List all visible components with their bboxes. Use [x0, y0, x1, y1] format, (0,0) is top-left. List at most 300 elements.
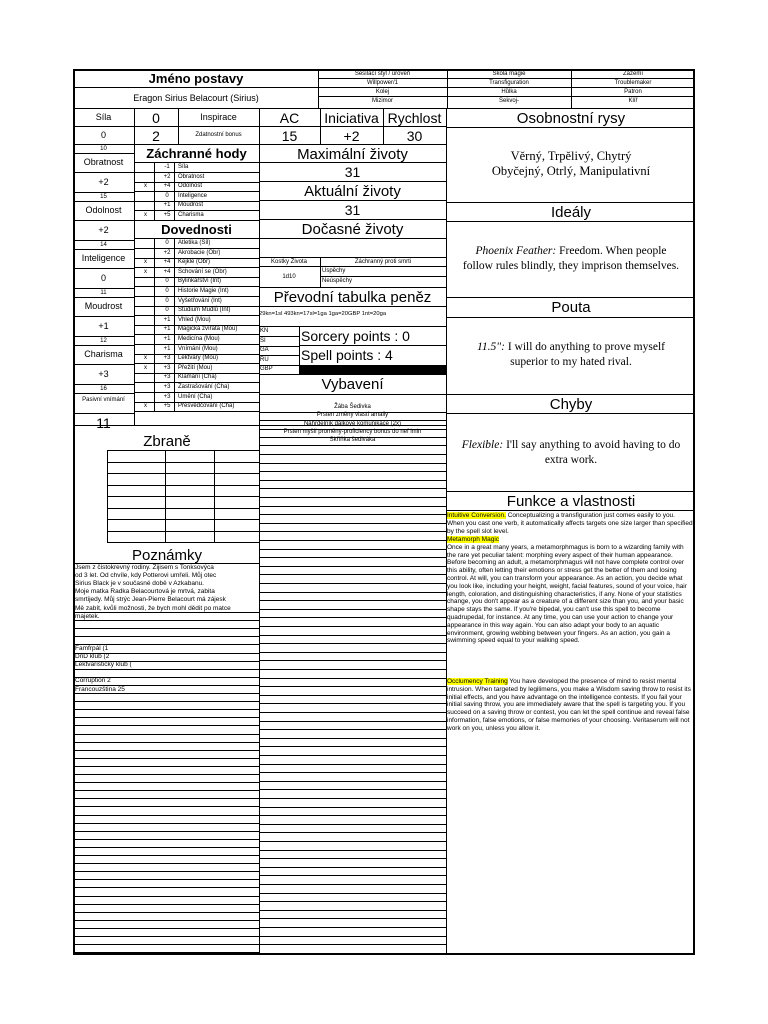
equipment-line [259, 514, 446, 515]
equipment-line [259, 798, 446, 799]
row-name: Klamání (Cha) [178, 374, 217, 381]
row-divider [446, 297, 695, 298]
skill-row[interactable] [134, 364, 258, 372]
skill-row[interactable] [134, 277, 258, 285]
row-divider [73, 172, 134, 173]
row-value: 0 [165, 307, 169, 314]
ability-score[interactable]: 14 [100, 242, 107, 248]
row-name: Schování se (Obr) [178, 268, 227, 275]
notes-rule [73, 782, 259, 783]
row-divider [73, 249, 134, 250]
bonds-line-1[interactable] [447, 342, 695, 354]
equipment-line [259, 901, 446, 902]
notes-rule [73, 677, 259, 678]
equipment-line [259, 600, 446, 601]
ability-score[interactable]: 16 [100, 386, 107, 392]
personality-line-2[interactable]: Obyčejný, Otrlý, Manipulativní [491, 164, 651, 178]
equipment-title: Vybavení [321, 376, 384, 393]
row-name: Přežití (Mou) [178, 364, 213, 371]
info-cell[interactable]: Transfiguration [489, 80, 529, 86]
notes-rule [73, 734, 259, 735]
notes-rule [73, 628, 259, 629]
row-value: +3 [163, 374, 171, 381]
current-hp-value[interactable]: 31 [344, 202, 361, 218]
row-divider [73, 393, 134, 394]
row-value: +4 [163, 268, 171, 275]
proficiency-mark: x [144, 212, 147, 218]
row-name: Studium Mudlů (Int) [178, 307, 231, 314]
inspiration-label: Inspirace [200, 112, 237, 122]
ability-score[interactable]: 10 [100, 146, 107, 152]
save-row[interactable] [134, 182, 258, 190]
feature-occlumency[interactable] [447, 678, 693, 733]
weapons-title: Zbraně [143, 433, 191, 450]
bonds-line-2[interactable]: superior to my hated rival. [510, 356, 632, 368]
row-name: Umění (Cha) [178, 393, 213, 400]
equipment-line [259, 927, 446, 928]
row-value: +4 [163, 183, 171, 190]
row-name: Inteligence [178, 192, 208, 199]
ability-mod[interactable]: +3 [98, 369, 109, 379]
proficiency-mark: x [144, 355, 147, 362]
info-row-divider [318, 78, 695, 79]
row-divider [73, 144, 446, 145]
currency-label: GBP [260, 366, 273, 372]
equipment-item[interactable]: Prsten myšlí proměny-proficiency bonus do nef lmin [283, 428, 422, 435]
equipment-line [259, 678, 446, 679]
info-cell[interactable]: Willpower/1 [366, 80, 398, 86]
row-divider [446, 221, 695, 222]
personality-title: Osobnostní rysy [516, 110, 626, 127]
row-value: 0 [165, 192, 169, 199]
notes-rule [73, 685, 259, 686]
equipment-line [259, 669, 446, 670]
feature-text: You have developed the presence of mind to resist mental intrusion. When targeted by legilimens, you make a Wisdom saving throw to resist its initial effects, and you have advantage on the intelligence contests. If you fail your initial saving throw, you are immediately aware that the spell is targeting you. If you succeed on a saving throw or contest, you can let the spell continue and reveal false information, false emotions, or false memories of your choosing. Veritaserum will not work on you, unless you allow it. [447, 678, 691, 732]
skill-row[interactable] [134, 268, 258, 276]
equipment-line [259, 592, 446, 593]
notes-rule [73, 863, 259, 864]
weapon-row-line [107, 450, 259, 451]
row-divider [73, 288, 134, 289]
equipment-item[interactable]: Žába Šedivka [334, 404, 371, 410]
info-cell: Zázemí [622, 71, 643, 77]
skill-row[interactable] [134, 258, 258, 266]
death-saves-label: Záchranný proti smrti [354, 259, 412, 265]
ideals-title: Ideály [550, 204, 592, 221]
ability-score[interactable]: 12 [100, 338, 107, 344]
row-value: +3 [163, 355, 171, 362]
notes-rule [73, 928, 259, 929]
notes-rule [73, 831, 259, 832]
info-row-divider [318, 96, 695, 97]
row-name: Síla [178, 164, 189, 170]
equipment-line [259, 910, 446, 911]
row-name: Zastrašování (Cha) [178, 384, 230, 390]
row-value: +1 [163, 202, 171, 209]
note-line[interactable]: Jsem z čistokrevný rodiny. Zijisem s Tonksovýca [75, 564, 214, 571]
row-name: Bylinkářství (Int) [178, 278, 222, 285]
death-success-label: Úspěchy [322, 268, 346, 274]
skill-row[interactable] [134, 316, 258, 324]
bonds-title: Pouta [551, 299, 591, 316]
weapon-row-line [107, 496, 259, 497]
header-divider [73, 108, 695, 109]
row-divider [73, 126, 446, 127]
row-name: Atletika (Síl) [178, 240, 211, 246]
note-line[interactable]: Lektvaristický klub ( [75, 661, 132, 669]
equipment-item[interactable]: Prsten změny vlastí amaliy [316, 412, 389, 419]
equipment-line [259, 936, 446, 937]
character-name[interactable]: Eragon Sirius Belacourt (Sirius) [133, 93, 259, 103]
currency-label: RU [260, 356, 269, 363]
notes-title: Poznámky [131, 547, 203, 564]
note-line[interactable]: Sirius Black je v současné době v Azkabanu. [75, 580, 204, 588]
row-divider [73, 153, 134, 154]
notes-rule [73, 766, 259, 767]
feature-intuitive-conversion[interactable] [447, 512, 693, 535]
notes-rule [73, 717, 259, 718]
info-row-divider [318, 87, 695, 88]
row-divider [259, 266, 446, 267]
weapon-col-line [165, 450, 166, 542]
skill-row[interactable] [134, 393, 258, 401]
ability-name: Odolnost [85, 205, 122, 215]
equipment-line [259, 832, 446, 833]
notes-rule [73, 750, 259, 751]
note-line[interactable]: Mě zabít, kvůli možnosti, že bych mohl dědit po matce [75, 604, 231, 612]
row-value: +1 [163, 326, 171, 333]
currency-label: KN [260, 328, 269, 334]
equipment-line [259, 875, 446, 876]
flaws-title: Chyby [549, 396, 593, 413]
row-name: Kejkle (Obr) [178, 259, 211, 266]
ability-name: Inteligence [81, 253, 126, 263]
weapon-row-line [107, 485, 259, 486]
info-cell[interactable]: Troublemaker [614, 80, 652, 86]
row-value: +1 [163, 316, 171, 323]
equipment-line [259, 583, 446, 584]
notes-rule [73, 904, 259, 905]
equipment-line [259, 712, 446, 713]
equipment-line [259, 944, 446, 945]
name-divider [75, 87, 318, 88]
hit-dice-value[interactable]: 1d10 [282, 274, 296, 280]
currency-label: SI [260, 337, 266, 344]
equipment-line [259, 807, 446, 808]
skill-row[interactable] [134, 373, 258, 381]
row-divider [259, 326, 446, 327]
info-cell[interactable]: Mizimor [372, 98, 393, 104]
notes-rule [73, 879, 259, 880]
ac-value[interactable]: 15 [281, 128, 298, 144]
row-divider [446, 317, 695, 318]
row-divider [259, 374, 446, 375]
info-cell: Kolej [375, 89, 390, 95]
equipment-line [259, 755, 446, 756]
row-value: 0 [165, 278, 169, 285]
notes-rule [73, 871, 259, 872]
skills-title: Dovednosti [161, 222, 232, 237]
proficiency-mark: x [144, 364, 147, 371]
proficiency-mark: x [144, 403, 147, 410]
notes-rule [73, 693, 259, 694]
ability-mod[interactable]: 11 [96, 415, 111, 431]
equipment-line [259, 660, 446, 661]
equipment-line [259, 789, 446, 790]
inspiration-value[interactable]: 0 [152, 110, 160, 126]
notes-rule [73, 847, 259, 848]
weapon-col-line [107, 450, 108, 542]
row-divider [446, 202, 695, 203]
currency-label: GA [260, 347, 269, 353]
money-rate: 29kn=1sl 493kn=17sl=1ga 1ga=20GBP 1nt=20ga [259, 311, 387, 317]
ability-name: Pasivní vnímání [82, 397, 125, 403]
equipment-line [259, 540, 446, 541]
equipment-line [259, 746, 446, 747]
skill-row[interactable] [134, 325, 258, 333]
temp-hp-label: Dočasné životy [301, 221, 404, 238]
feature-text: Conceptualizing a transfiguration just comes easily to you. When you cast one verb, it automatically affects targets one size larger than specified by the spell slot level. [447, 512, 693, 535]
skill-row[interactable] [134, 345, 258, 353]
note-line[interactable]: Moje matka Radka Belacourtová je mrtvá, zabita [75, 588, 215, 596]
row-divider [446, 510, 695, 511]
weapon-row-line [107, 462, 259, 463]
save-row[interactable] [134, 201, 258, 209]
weapon-row-line [107, 542, 259, 543]
cell-divider [174, 163, 175, 221]
row-divider [259, 181, 446, 182]
death-fail-label: Neúspěchy [322, 278, 353, 284]
equipment-line [259, 609, 446, 610]
row-divider [446, 127, 695, 128]
save-row[interactable] [134, 173, 258, 181]
row-divider [259, 219, 446, 220]
notes-rule [73, 612, 259, 613]
save-row[interactable] [134, 192, 258, 200]
row-value: +4 [163, 259, 171, 266]
equipment-line [259, 617, 446, 618]
row-divider [73, 297, 134, 298]
equipment-line [259, 824, 446, 825]
row-name: Obratnost [178, 173, 205, 180]
row-divider [446, 413, 695, 414]
row-divider [73, 201, 134, 202]
equipment-line [259, 729, 446, 730]
row-value: -1 [164, 164, 170, 170]
strength-label: Síla [95, 112, 112, 122]
equipment-line [259, 703, 446, 704]
skill-row[interactable] [134, 335, 258, 343]
skill-row[interactable] [134, 297, 258, 305]
notes-rule [73, 653, 259, 654]
row-divider [73, 316, 134, 317]
spell-points[interactable]: Spell points : 4 [301, 347, 393, 363]
row-divider [73, 220, 134, 221]
equipment-line [259, 850, 446, 851]
row-divider [73, 364, 134, 365]
proficiency-mark: x [144, 183, 147, 190]
skill-row[interactable] [134, 239, 258, 247]
ability-mod[interactable]: 0 [100, 273, 106, 283]
equipment-line [259, 721, 446, 722]
equipment-line [259, 574, 446, 575]
speed-label: Rychlost [387, 110, 442, 126]
info-cell[interactable]: Sekvoj- [498, 98, 519, 104]
row-value: +1 [163, 345, 171, 352]
notes-rule [73, 912, 259, 913]
notes-rule [73, 896, 259, 897]
notes-rule [73, 887, 259, 888]
personality-line-1[interactable]: Věrný, Trpělivý, Chytrý [510, 149, 632, 163]
row-divider [73, 413, 134, 414]
bonds-label: 11.5": [477, 341, 505, 353]
info-cell[interactable]: Klíř [628, 98, 638, 104]
notes-rule [73, 839, 259, 840]
row-value: +2 [163, 173, 171, 180]
notes-rule [73, 790, 259, 791]
row-divider [73, 384, 134, 385]
equipment-line [259, 463, 446, 464]
equipment-line [259, 652, 446, 653]
row-name: Odolnost [178, 183, 203, 190]
strength-score[interactable]: 0 [100, 130, 106, 140]
bonds-text: I will do anything to prove myself [504, 341, 665, 353]
equipment-item[interactable]: Náhrdelník dálkové komunikace (2x) [303, 420, 402, 427]
max-hp-value[interactable]: 31 [344, 164, 361, 180]
ability-mod[interactable]: +2 [98, 177, 109, 187]
note-line[interactable]: majetek. [75, 612, 100, 620]
sorcery-points[interactable]: Sorcery points : 0 [301, 328, 410, 344]
cell-divider [174, 239, 175, 412]
note-line[interactable]: Corruption 2 [75, 677, 111, 685]
notes-rule [73, 709, 259, 710]
equipment-item[interactable]: Skříňka šediváka [329, 437, 376, 444]
row-value: 0 [165, 288, 169, 294]
equipment-line [259, 764, 446, 765]
skill-row[interactable] [134, 354, 258, 362]
row-value: +5 [163, 212, 171, 218]
cell-divider [154, 163, 155, 221]
equipment-line [259, 953, 446, 954]
equipment-line [259, 867, 446, 868]
black-bar [299, 365, 446, 374]
ability-mod[interactable]: +2 [98, 225, 109, 235]
row-name: Přesvědčování (Cha) [178, 403, 235, 410]
row-value: +5 [163, 403, 171, 410]
skill-row[interactable] [134, 249, 258, 257]
save-row[interactable] [134, 211, 258, 219]
notes-rule [73, 636, 259, 637]
feature-metamorph-magic[interactable] [447, 536, 693, 645]
saves-title: Záchranné hody [146, 146, 247, 161]
ability-mod[interactable]: +1 [98, 321, 109, 331]
row-name: Medicína (Mou) [178, 336, 220, 342]
ability-score[interactable]: 11 [100, 290, 107, 296]
row-divider [299, 345, 446, 346]
initiative-label: Iniciativa [324, 110, 379, 126]
flaws-line-1[interactable] [447, 440, 695, 452]
row-value: 0 [165, 240, 169, 246]
skill-row[interactable] [134, 402, 258, 410]
cell-divider [154, 239, 155, 412]
skill-row[interactable] [134, 287, 258, 295]
notes-rule [73, 669, 259, 670]
row-divider [134, 411, 259, 412]
notes-rule [73, 952, 259, 953]
row-name: Vnímání (Mou) [178, 345, 218, 352]
note-line[interactable]: smrtijedy. Můj strýc Jean-Pierre Belacourt má zájesk [75, 596, 226, 604]
equipment-line [259, 893, 446, 894]
weapon-row-line [107, 508, 259, 509]
initiative-value[interactable]: +2 [343, 128, 360, 144]
equipment-line [259, 841, 446, 842]
weapon-row-line [107, 473, 259, 474]
ac-label: AC [279, 110, 300, 126]
notes-rule [73, 661, 259, 662]
notes-rule [73, 774, 259, 775]
ability-name: Obratnost [83, 157, 124, 167]
row-name: Vyšetřování (Int) [178, 297, 222, 304]
row-divider [73, 345, 134, 346]
skill-row[interactable] [134, 383, 258, 391]
row-divider [259, 238, 446, 239]
row-divider [73, 268, 134, 269]
row-divider [446, 491, 695, 492]
row-value: +3 [163, 364, 171, 371]
row-name: Vhled (Mou) [178, 316, 211, 323]
equipment-line [259, 738, 446, 739]
row-value: 0 [165, 297, 169, 304]
weapon-col-line [214, 450, 215, 542]
notes-rule [73, 725, 259, 726]
note-line[interactable]: DnD klub (2 [75, 653, 110, 661]
row-value: +3 [163, 384, 171, 390]
row-divider [259, 162, 446, 163]
equipment-line [259, 884, 446, 885]
current-hp-label: Aktuální životy [304, 183, 401, 200]
equipment-line [259, 918, 446, 919]
flaws-text: I'll say anything to avoid having to do [503, 439, 681, 451]
notes-rule [73, 815, 259, 816]
name-label: Jméno postavy [148, 71, 244, 86]
row-divider [259, 200, 446, 201]
note-line[interactable]: Francouzština 25 [75, 685, 125, 693]
skill-row[interactable] [134, 306, 258, 314]
equipment-line [259, 488, 446, 489]
proficiency-label: Zdatnostní bonus [195, 132, 242, 138]
ability-score[interactable]: 15 [100, 194, 107, 200]
info-cell: Patron [624, 89, 642, 95]
row-name: Historie Magie (Int) [178, 288, 229, 294]
proficiency-value[interactable]: 2 [152, 128, 160, 144]
equipment-line [259, 815, 446, 816]
speed-value[interactable]: 30 [406, 128, 423, 144]
save-row[interactable] [134, 163, 258, 171]
ideals-line-1[interactable] [447, 246, 695, 258]
proficiency-mark: x [144, 259, 147, 266]
notes-rule [73, 742, 259, 743]
note-line[interactable]: Famfrpál (1 [75, 645, 109, 652]
info-cell: Hůlka [501, 89, 517, 95]
max-hp-label: Maximální životy [297, 146, 408, 163]
equipment-line [259, 643, 446, 644]
ideals-line-2[interactable]: follow rules blindly, they imprison themselves. [462, 260, 680, 272]
flaws-line-2[interactable]: extra work. [544, 454, 598, 466]
notes-rule [73, 620, 259, 621]
row-divider [259, 445, 446, 446]
note-line[interactable]: od 3 let. Od chvíle, kdy Potterovi umřeli. Můj otec [75, 572, 217, 580]
info-cell: Sesílací styl / úroveň [354, 71, 411, 77]
